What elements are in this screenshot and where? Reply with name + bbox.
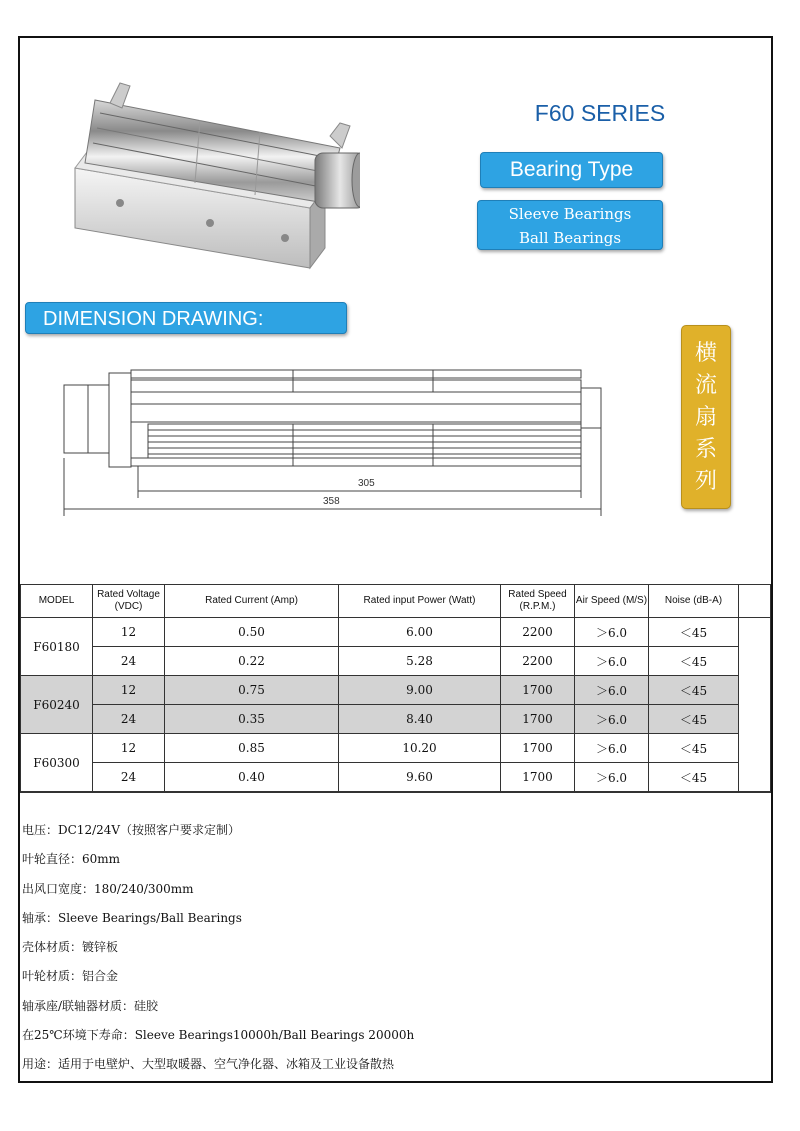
spec-table <box>20 584 771 792</box>
empty-column <box>739 618 771 792</box>
speed-cell: 1700 <box>501 763 575 792</box>
table-row <box>21 763 771 792</box>
power-cell: 9.00 <box>339 676 501 705</box>
model-cell: F60240 <box>21 676 93 734</box>
table-row <box>21 618 771 647</box>
spec-application: 用途：适用于电壁炉、大型取暖器、空气净化器、冰箱及工业设备散热 <box>22 1057 395 1072</box>
air-speed-cell: ＞6.0 <box>575 705 649 734</box>
spec-list <box>22 816 762 1080</box>
page-frame <box>18 36 773 1083</box>
noise-cell: ＜45 <box>649 734 739 763</box>
model-cell: F60180 <box>21 618 93 676</box>
current-cell: 0.40 <box>165 763 339 792</box>
dimension-inner-length: 305 <box>358 478 375 489</box>
noise-cell: ＜45 <box>649 763 739 792</box>
section-divider <box>20 792 771 793</box>
power-cell: 10.20 <box>339 734 501 763</box>
voltage-cell: 12 <box>93 734 165 763</box>
speed-cell: 1700 <box>501 705 575 734</box>
bearing-type-label: Bearing Type <box>480 152 663 188</box>
bearing-options <box>477 200 663 250</box>
column-header: Rated Voltage (VDC) <box>93 585 165 618</box>
cross-flow-fan-series-label <box>681 325 731 509</box>
speed-cell: 2200 <box>501 647 575 676</box>
power-cell: 9.60 <box>339 763 501 792</box>
voltage-cell: 24 <box>93 763 165 792</box>
speed-cell: 1700 <box>501 676 575 705</box>
spec-voltage: 电压：DC12/24V（按照客户要求定制） <box>22 823 241 837</box>
spec-outlet-width: 出风口宽度：180/240/300mm <box>22 881 194 896</box>
spec-bearing-seat-material: 轴承座/联轴器材质：硅胶 <box>22 998 159 1013</box>
voltage-cell: 24 <box>93 647 165 676</box>
side-label-char: 横 <box>694 341 717 366</box>
side-label-char: 列 <box>694 469 717 494</box>
column-header: Air Speed (M/S) <box>575 585 649 618</box>
current-cell: 0.85 <box>165 734 339 763</box>
product-photo <box>60 78 360 273</box>
column-header: Rated Current (Amp) <box>165 585 339 618</box>
voltage-cell: 12 <box>93 676 165 705</box>
table-row <box>21 734 771 763</box>
noise-cell: ＜45 <box>649 705 739 734</box>
speed-cell: 2200 <box>501 618 575 647</box>
voltage-cell: 12 <box>93 618 165 647</box>
power-cell: 6.00 <box>339 618 501 647</box>
table-row <box>21 676 771 705</box>
current-cell: 0.50 <box>165 618 339 647</box>
column-header: Noise (dB-A) <box>649 585 739 618</box>
spec-bearing: 轴承：Sleeve Bearings/Ball Bearings <box>22 910 242 925</box>
current-cell: 0.22 <box>165 647 339 676</box>
table-row <box>21 705 771 734</box>
dimension-drawing <box>58 358 618 523</box>
dimension-drawing-title: DIMENSION DRAWING: <box>25 302 347 334</box>
side-label-char: 系 <box>694 437 717 462</box>
noise-cell: ＜45 <box>649 647 739 676</box>
power-cell: 8.40 <box>339 705 501 734</box>
column-header: MODEL <box>21 585 93 618</box>
current-cell: 0.75 <box>165 676 339 705</box>
side-label-char: 流 <box>694 373 717 398</box>
column-header: Rated input Power (Watt) <box>339 585 501 618</box>
noise-cell: ＜45 <box>649 618 739 647</box>
air-speed-cell: ＞6.0 <box>575 618 649 647</box>
air-speed-cell: ＞6.0 <box>575 647 649 676</box>
air-speed-cell: ＞6.0 <box>575 676 649 705</box>
spec-housing-material: 壳体材质：镀锌板 <box>22 940 119 955</box>
power-cell: 5.28 <box>339 647 501 676</box>
model-cell: F60300 <box>21 734 93 792</box>
bearing-option-ball: Ball Bearings <box>518 229 622 247</box>
table-row <box>21 647 771 676</box>
noise-cell: ＜45 <box>649 676 739 705</box>
bearing-option-sleeve: Sleeve Bearings <box>508 205 632 223</box>
dimension-total-length: 358 <box>323 496 340 507</box>
spec-impeller-material: 叶轮材质：铝合金 <box>22 969 119 984</box>
air-speed-cell: ＞6.0 <box>575 763 649 792</box>
side-label-char: 扇 <box>694 405 717 430</box>
spec-lifetime: 在25℃环境下寿命：Sleeve Bearings10000h/Ball Bearings 20000h <box>22 1028 415 1043</box>
current-cell: 0.35 <box>165 705 339 734</box>
empty-column <box>739 585 771 618</box>
voltage-cell: 24 <box>93 705 165 734</box>
column-header: Rated Speed (R.P.M.) <box>501 585 575 618</box>
speed-cell: 1700 <box>501 734 575 763</box>
series-title: F60 SERIES <box>534 100 666 126</box>
table-header-row <box>21 585 771 618</box>
air-speed-cell: ＞6.0 <box>575 734 649 763</box>
spec-impeller-diameter: 叶轮直径：60mm <box>22 852 121 867</box>
